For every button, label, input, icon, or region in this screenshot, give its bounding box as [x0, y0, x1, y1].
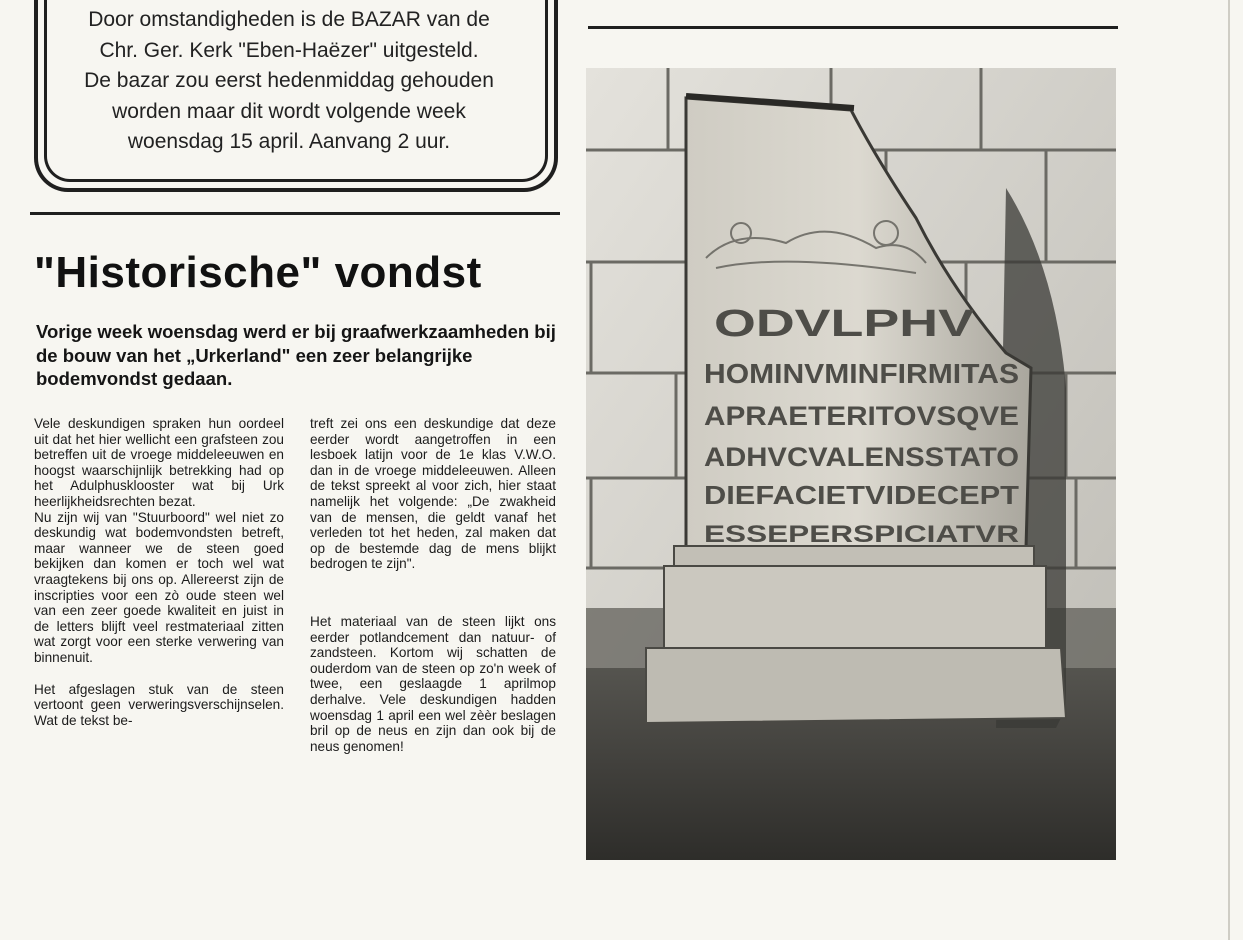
inscription-line: DIEFACIETVIDECEPT: [704, 480, 1020, 510]
notice-line: worden maar dit wordt volgende week: [112, 99, 466, 123]
notice-line: Door omstandigheden is de BAZAR van de: [88, 8, 490, 31]
paragraph: Nu zijn wij van "Stuurboord" wel niet zo deskundig wat bodemvondsten betreft, maar wanneer we de steen goed bekijken dan komen er toch wel wat vraagtekens bij ons op. Allereerst zijn de inscripties voor een zò oude steen wel van een zeer goede kwaliteit en juist in de letters blijft veel restmateriaal zitten wat zorgt voor een sterke verwering van binnenuit.: [34, 509, 284, 665]
notice-line: Chr. Ger. Kerk "Eben-Haëzer" uitgesteld.: [99, 38, 479, 62]
paragraph: Het afgeslagen stuk van de steen vertoont geen verweringsverschijnselen. Wat de tekst be-: [34, 681, 284, 728]
page-edge: [1228, 0, 1230, 940]
stone-photo-illustration: [586, 68, 1116, 860]
article-column-1: [34, 416, 284, 728]
section-divider: [30, 212, 560, 215]
paragraph: treft zei ons een deskundige dat deze eerder wordt aangetroffen in een lesboek latijn voor de 1e klas V.W.O. dan in de vroege middeleeuwen. Alleen de tekst spreekt al voor zich, hier staat namelijk het volgende: „De zwakheid van de mensen, die geldt vanaf het verleden tot het heden, zal maken dat op de bestemde dag de mens blijkt bedrogen te zijn".: [310, 416, 556, 572]
notice-line: woensdag 15 april. Aanvang 2 uur.: [127, 130, 451, 153]
inscription-line: ODVLPHV: [714, 303, 975, 345]
notice-text: [40, 5, 538, 158]
article-column-2: [310, 416, 556, 754]
inscription-line: HOMINVMINFIRMITAS: [704, 358, 1019, 389]
inscription-line: APRAETERITOVSQVE: [704, 401, 1019, 431]
paragraph: Vele deskundigen spraken hun oordeel uit dat het hier wellicht een grafsteen zou betreffen uit de vroege middeleeuwen en hoogst waarschijnlijk betrekking had op het Adulphusklooster wat bij Urk heerlijkheidsrechten bezat.: [34, 416, 284, 509]
notice-line: De bazar zou eerst hedenmiddag gehouden: [84, 69, 494, 92]
inscription-line: ADHVCVALENSSTATO: [704, 442, 1019, 472]
article-lead: Vorige week woensdag werd er bij graafwerkzaamheden bij de bouw van het „Urkerland" een zeer belangrijke bodemvondst gedaan.: [36, 321, 556, 389]
inscription-line: ESSEPERSPICIATVR: [704, 521, 1019, 548]
paragraph: Het materiaal van de steen lijkt ons eerder potlandcement dan natuur- of zandsteen. Kortom wij schatten de ouderdom van de steen op zo'n week of twee, een geslaagde 1 aprilmop derhalve. Vele deskundigen hadden woensdag 1 april een wel zèèr beslagen bril op de neus en zijn dan ook bij de neus genomen!: [310, 613, 556, 754]
article-headline: "Historische" vondst: [34, 248, 482, 297]
photo-top-rule: [588, 26, 1118, 29]
stone-photo: [586, 68, 1116, 860]
